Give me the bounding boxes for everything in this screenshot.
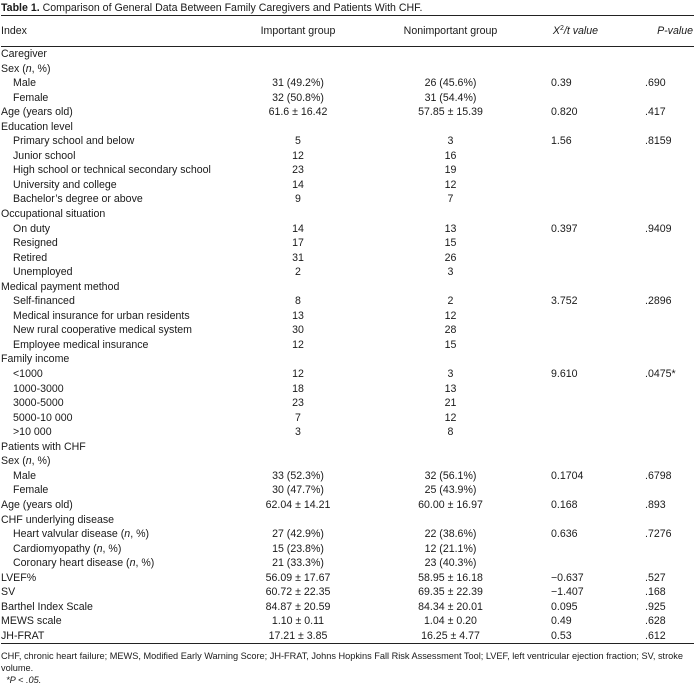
p-value: .0475*	[645, 368, 676, 381]
row-label: JH-FRAT	[1, 629, 223, 644]
statistic-value: 0.095	[551, 600, 578, 613]
row-label: 5000-10 000	[13, 411, 73, 424]
statistic-value	[528, 163, 623, 178]
table-row	[1, 396, 694, 411]
table-row	[1, 163, 694, 178]
table-row	[1, 352, 694, 367]
p-value	[623, 192, 694, 207]
p-value	[623, 91, 694, 106]
table-row	[1, 62, 694, 77]
table-row	[1, 120, 694, 135]
important-value: 33 (52.3%)	[272, 469, 324, 482]
p-value: .925	[645, 600, 666, 613]
important-value: 13	[292, 309, 304, 322]
caption-title: Comparison of General Data Between Family Caregivers and Patients With CHF.	[42, 2, 423, 14]
nonimportant-value: 26 (45.6%)	[424, 77, 477, 90]
statistic-value	[528, 352, 623, 367]
p-value	[623, 149, 694, 164]
statistic-value	[528, 192, 623, 207]
p-value	[623, 323, 694, 338]
nonimportant-value	[373, 280, 528, 295]
statistic-value	[528, 280, 623, 295]
statistic-value	[528, 178, 623, 193]
table-row	[1, 105, 694, 120]
row-label: Bachelor’s degree or above	[13, 193, 143, 206]
row-label: Cardiomyopathy (n, %)	[13, 542, 122, 555]
p-value	[623, 352, 694, 367]
statistic-value	[528, 309, 623, 324]
p-value	[623, 236, 694, 251]
statistic-value: −1.407	[551, 586, 584, 599]
row-label: Patients with CHF	[1, 440, 86, 453]
nonimportant-value	[373, 47, 528, 62]
header-stat-chi: X	[552, 25, 560, 37]
p-value	[623, 425, 694, 440]
header-p-value: P-value	[623, 16, 694, 47]
important-value: 62.04 ± 14.21	[265, 498, 331, 511]
nonimportant-value	[373, 454, 528, 469]
p-value	[623, 280, 694, 295]
important-value: 23	[292, 164, 304, 177]
p-value	[623, 338, 694, 353]
p-value	[623, 163, 694, 178]
p-value: .8159	[645, 135, 672, 148]
important-value: 18	[292, 382, 304, 395]
p-value	[623, 207, 694, 222]
header-stat-rest: /t value	[563, 25, 599, 37]
p-value	[623, 309, 694, 324]
nonimportant-value	[373, 62, 528, 77]
statistic-value: 9.610	[551, 368, 578, 381]
row-label: Sex (n, %)	[1, 455, 51, 468]
p-value: .168	[645, 586, 666, 599]
p-value: .628	[645, 615, 666, 628]
nonimportant-value: 19	[444, 164, 457, 177]
row-label: CHF underlying disease	[1, 513, 115, 526]
row-label: Resigned	[13, 237, 58, 250]
important-value: 15 (23.8%)	[272, 542, 324, 555]
nonimportant-value: 31 (54.4%)	[424, 91, 477, 104]
row-label: Male	[13, 469, 36, 482]
table-row	[1, 280, 694, 295]
table-row	[1, 338, 694, 353]
nonimportant-value: 28	[444, 324, 457, 337]
row-label: MEWS scale	[1, 615, 62, 628]
header-important: Important group	[223, 16, 373, 47]
nonimportant-value: 3	[447, 368, 454, 381]
nonimportant-value: 21	[444, 397, 457, 410]
row-label: University and college	[13, 178, 117, 191]
table-caption	[1, 0, 694, 15]
p-value	[623, 62, 694, 77]
statistic-value: 0.39	[551, 77, 572, 90]
statistic-value	[528, 120, 623, 135]
row-label: LVEF%	[1, 571, 37, 584]
important-value: 31 (49.2%)	[272, 77, 324, 90]
important-value	[223, 513, 373, 528]
row-label: Medical insurance for urban residents	[13, 309, 190, 322]
nonimportant-value: 12 (21.1%)	[424, 542, 477, 555]
table-row	[1, 47, 694, 62]
table-row	[1, 440, 694, 455]
p-value	[623, 382, 694, 397]
nonimportant-value: 13	[444, 382, 457, 395]
table-row	[1, 236, 694, 251]
p-value	[623, 251, 694, 266]
nonimportant-value: 12	[444, 309, 457, 322]
p-value: .893	[645, 498, 666, 511]
important-value: 17	[292, 237, 304, 250]
header-nonimportant: Nonimportant group	[373, 16, 528, 47]
nonimportant-value: 58.95 ± 16.18	[418, 571, 483, 584]
table-row	[1, 469, 694, 484]
p-value: .690	[645, 77, 666, 90]
statistic-value	[528, 513, 623, 528]
important-value: 7	[295, 411, 301, 424]
statistic-value	[528, 62, 623, 77]
table-row	[1, 425, 694, 440]
p-value	[623, 265, 694, 280]
table-body	[1, 47, 694, 644]
nonimportant-value: 3	[447, 266, 454, 279]
data-table	[1, 15, 694, 644]
statistic-value	[528, 483, 623, 498]
important-value: 12	[292, 338, 304, 351]
row-label: Age (years old)	[1, 106, 73, 119]
table-row	[1, 294, 694, 309]
statistic-value	[528, 323, 623, 338]
table-row	[1, 207, 694, 222]
statistic-value	[528, 91, 623, 106]
statistic-value	[528, 411, 623, 426]
important-value: 12	[292, 149, 304, 162]
statistic-value	[528, 265, 623, 280]
nonimportant-value: 32 (56.1%)	[424, 469, 477, 482]
statistic-value	[528, 207, 623, 222]
important-value: 30 (47.7%)	[272, 484, 324, 497]
important-value: 61.6 ± 16.42	[268, 106, 328, 119]
row-label: Occupational situation	[1, 208, 106, 221]
nonimportant-value: 2	[447, 295, 454, 308]
statistic-value	[528, 236, 623, 251]
important-value	[223, 280, 373, 295]
statistic-value	[528, 149, 623, 164]
statistic-value: 0.397	[551, 222, 578, 235]
important-value: 12	[292, 368, 304, 381]
statistic-value	[528, 542, 623, 557]
statistic-value	[528, 454, 623, 469]
nonimportant-value	[373, 440, 528, 455]
nonimportant-value: 7	[447, 193, 454, 206]
nonimportant-value: 12	[444, 178, 457, 191]
statistic-value: 0.49	[551, 615, 572, 628]
p-value: .7276	[645, 528, 672, 541]
header-stat-sup: 2	[560, 25, 564, 32]
statistic-value	[528, 47, 623, 62]
nonimportant-value: 3	[447, 135, 454, 148]
table-row	[1, 367, 694, 382]
table-row	[1, 91, 694, 106]
nonimportant-value: 12	[444, 411, 457, 424]
row-label: <1000	[13, 368, 43, 381]
important-value: 32 (50.8%)	[272, 91, 324, 104]
row-label: SV	[1, 586, 16, 599]
statistic-value: 0.168	[551, 498, 578, 511]
important-value: 3	[295, 426, 301, 439]
table-row	[1, 382, 694, 397]
caption-label: Table 1.	[1, 2, 40, 14]
footnote: CHF, chronic heart failure; MEWS, Modified Early Warning Score; JH-FRAT, Johns Hopkins Fall Risk Assessment Tool; LVEF, left ventricular ejection fraction; SV, stroke volume.	[1, 651, 683, 674]
table-row	[1, 251, 694, 266]
p-value: .527	[645, 571, 666, 584]
row-label: Family income	[1, 353, 70, 366]
nonimportant-value: 8	[447, 426, 454, 439]
nonimportant-value: 23 (40.3%)	[424, 557, 477, 570]
row-label: Medical payment method	[1, 280, 120, 293]
statistic-value	[528, 382, 623, 397]
important-value: 21 (33.3%)	[272, 557, 324, 570]
statistic-value	[528, 425, 623, 440]
statistic-value: 0.636	[551, 528, 578, 541]
header-row	[1, 16, 694, 47]
statistic-value: 0.1704	[551, 469, 584, 482]
p-value: .417	[645, 106, 666, 119]
p-value	[623, 47, 694, 62]
table-row	[1, 629, 694, 644]
p-value	[623, 178, 694, 193]
p-value	[623, 483, 694, 498]
row-label: Male	[13, 77, 36, 90]
row-label: Education level	[1, 120, 73, 133]
important-value	[223, 440, 373, 455]
row-label: 1000-3000	[13, 382, 64, 395]
table-row	[1, 527, 694, 542]
statistic-value: 1.56	[551, 135, 572, 148]
row-label: New rural cooperative medical system	[13, 324, 192, 337]
table-row	[1, 571, 694, 586]
nonimportant-value: 16.25 ± 4.77	[373, 629, 528, 644]
row-label: Female	[13, 91, 49, 104]
table-row	[1, 309, 694, 324]
important-value: 5	[295, 135, 301, 148]
row-label: Sex (n, %)	[1, 62, 51, 75]
table-row	[1, 542, 694, 557]
important-value: 30	[292, 324, 304, 337]
table-row	[1, 76, 694, 91]
table-row	[1, 614, 694, 629]
nonimportant-value: 25 (43.9%)	[424, 484, 477, 497]
p-value	[623, 411, 694, 426]
table-row	[1, 134, 694, 149]
important-value: 2	[295, 266, 301, 279]
table-row	[1, 498, 694, 513]
p-value	[623, 120, 694, 135]
p-value	[623, 454, 694, 469]
nonimportant-value	[373, 120, 528, 135]
nonimportant-value: 26	[444, 251, 457, 264]
table-row	[1, 323, 694, 338]
important-value: 27 (42.9%)	[272, 528, 324, 541]
important-value: 1.10 ± 0.11	[271, 615, 325, 628]
statistic-value	[528, 338, 623, 353]
statistic-value: 0.820	[551, 106, 578, 119]
important-value: 56.09 ± 17.67	[265, 571, 331, 584]
p-value	[623, 440, 694, 455]
row-label: Primary school and below	[13, 135, 135, 148]
header-index: Index	[1, 16, 223, 47]
statistic-value: −0.637	[551, 571, 584, 584]
important-value: 31	[292, 251, 304, 264]
table-row	[1, 585, 694, 600]
row-label: Coronary heart disease (n, %)	[13, 557, 155, 570]
statistic-value: 0.53	[528, 629, 623, 644]
important-value: 84.87 ± 20.59	[265, 600, 331, 613]
statistic-value	[528, 251, 623, 266]
nonimportant-value: 84.34 ± 20.01	[418, 600, 483, 613]
important-value	[223, 47, 373, 62]
p-value: .9409	[645, 222, 672, 235]
row-label: Employee medical insurance	[13, 338, 149, 351]
row-label: 3000-5000	[13, 397, 64, 410]
statistic-value	[528, 440, 623, 455]
row-label: Barthel Index Scale	[1, 600, 93, 613]
important-value: 8	[295, 295, 301, 308]
important-value: 14	[292, 178, 304, 191]
important-value: 17.21 ± 3.85	[223, 629, 373, 644]
nonimportant-value: 60.00 ± 16.97	[418, 498, 483, 511]
p-value	[623, 556, 694, 571]
row-label: Unemployed	[13, 266, 73, 279]
row-label: Retired	[13, 251, 48, 264]
important-value	[223, 120, 373, 135]
important-value: 60.72 ± 22.35	[265, 586, 331, 599]
nonimportant-value	[373, 352, 528, 367]
p-value	[623, 396, 694, 411]
table-row	[1, 454, 694, 469]
table-row	[1, 411, 694, 426]
important-value: 23	[292, 397, 304, 410]
table-row	[1, 600, 694, 615]
significance-note: *P < .05.	[6, 675, 42, 686]
row-label: Junior school	[13, 149, 76, 162]
table-row	[1, 222, 694, 237]
nonimportant-value: 69.35 ± 22.39	[418, 586, 483, 599]
p-value: .6798	[645, 469, 672, 482]
row-label: >10 000	[13, 426, 52, 439]
p-value	[623, 542, 694, 557]
important-value	[223, 62, 373, 77]
table-row	[1, 513, 694, 528]
important-value: 14	[292, 222, 304, 235]
nonimportant-value: 1.04 ± 0.20	[424, 615, 477, 628]
important-value	[223, 352, 373, 367]
statistic-value	[528, 396, 623, 411]
nonimportant-value: 13	[444, 222, 457, 235]
table-row	[1, 178, 694, 193]
p-value: .2896	[645, 295, 672, 308]
nonimportant-value: 15	[444, 338, 457, 351]
important-value	[223, 454, 373, 469]
statistic-value: 3.752	[551, 295, 578, 308]
nonimportant-value	[373, 207, 528, 222]
table-notes	[1, 644, 691, 686]
row-label: Heart valvular disease (n, %)	[13, 528, 150, 541]
nonimportant-value	[373, 513, 528, 528]
row-label: Female	[13, 484, 49, 497]
table-row	[1, 265, 694, 280]
table-row	[1, 192, 694, 207]
nonimportant-value: 22 (38.6%)	[424, 528, 477, 541]
table-row	[1, 149, 694, 164]
row-label: High school or technical secondary school	[13, 164, 211, 177]
header-statistic	[528, 16, 623, 47]
p-value	[623, 513, 694, 528]
row-label: On duty	[13, 222, 51, 235]
row-label: Age (years old)	[1, 498, 73, 511]
nonimportant-value: 16	[444, 149, 457, 162]
important-value: 9	[295, 193, 301, 206]
p-value: .612	[623, 629, 694, 644]
row-label: Caregiver	[1, 48, 47, 60]
nonimportant-value: 15	[444, 237, 457, 250]
row-label: Self-financed	[13, 295, 75, 308]
statistic-value	[528, 556, 623, 571]
nonimportant-value: 57.85 ± 15.39	[418, 106, 483, 119]
table-row	[1, 556, 694, 571]
table-row	[1, 483, 694, 498]
important-value	[223, 207, 373, 222]
